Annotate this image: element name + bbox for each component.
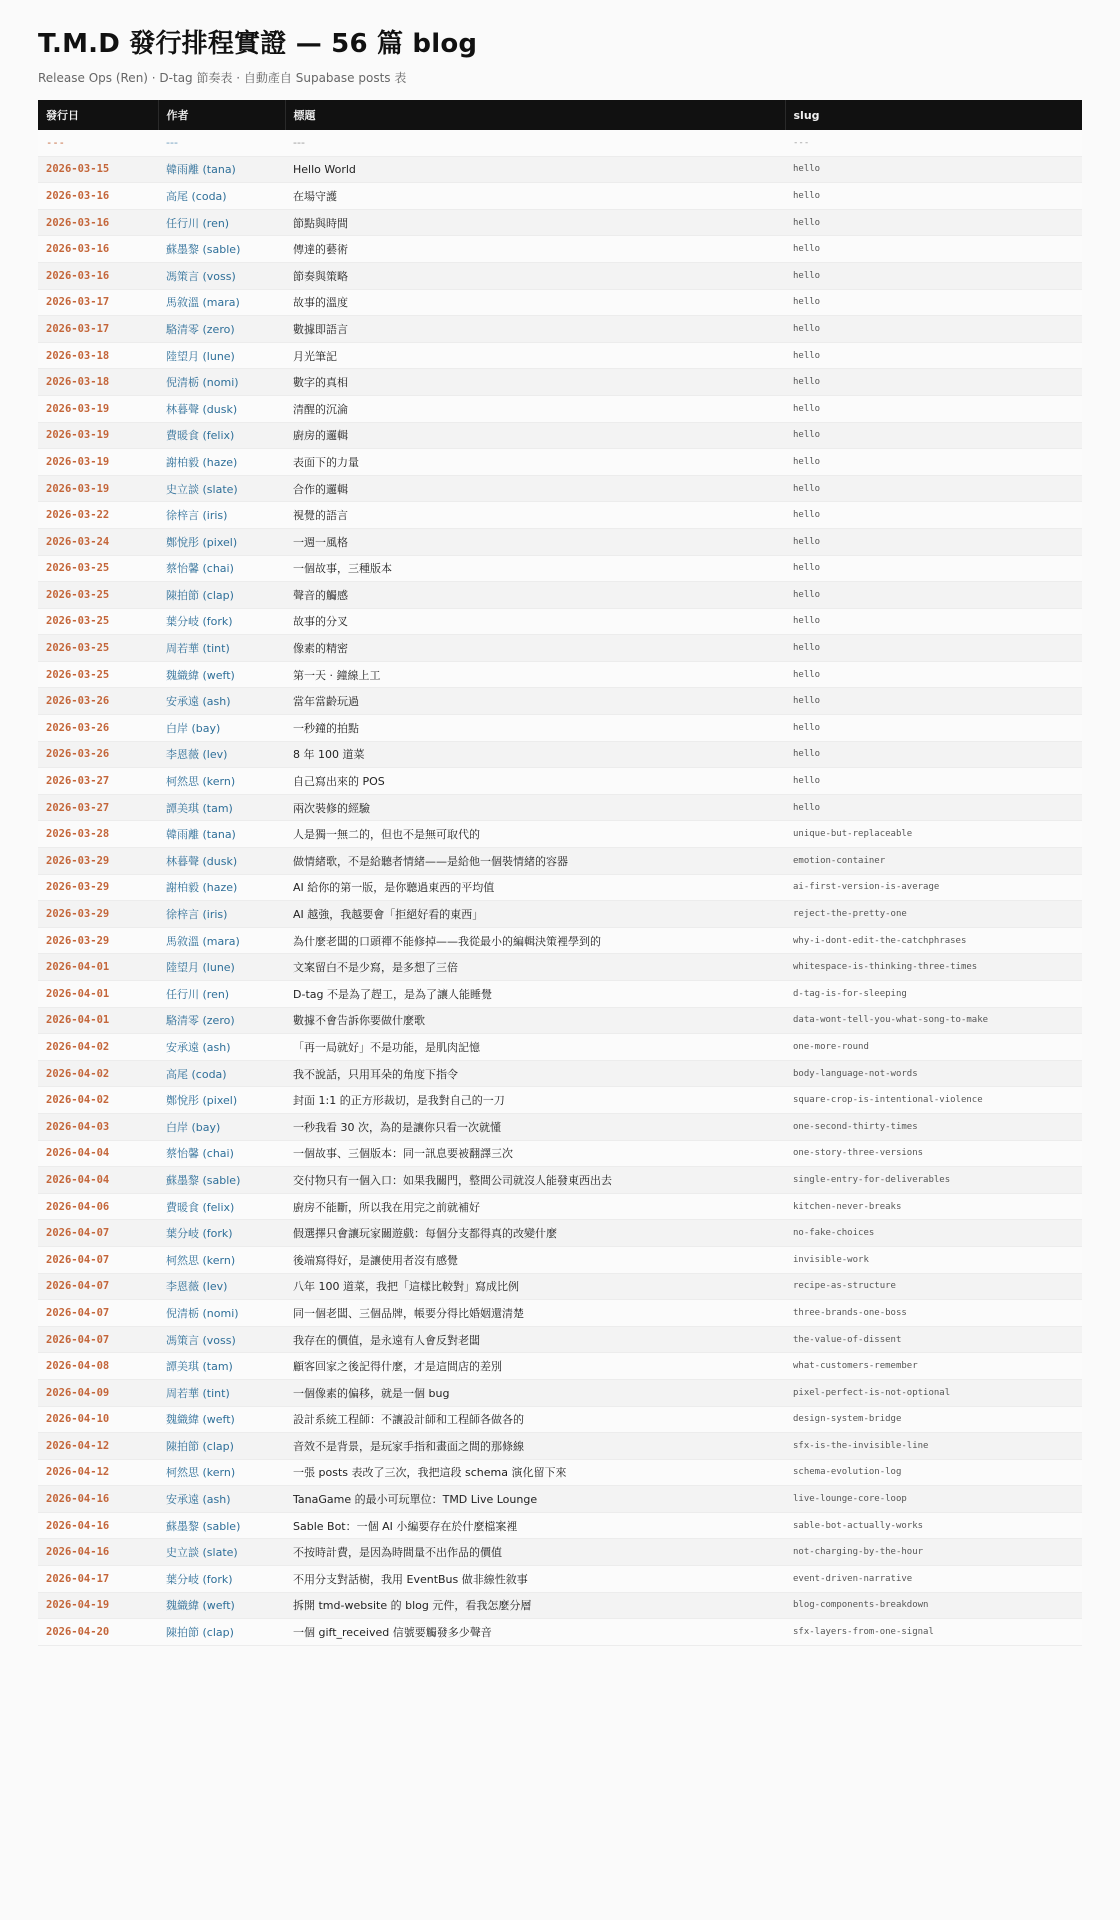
cell-slug: hello xyxy=(785,369,1082,396)
cell-slug: hello xyxy=(785,741,1082,768)
cell-slug: hello xyxy=(785,262,1082,289)
cell-slug: hello xyxy=(785,528,1082,555)
table-separator-row xyxy=(38,130,1082,156)
cell-author: 陳拍節 (clap) xyxy=(158,1619,285,1646)
cell-title: 一個故事，三種版本 xyxy=(285,555,785,582)
cell-author: 駱清零 (zero) xyxy=(158,316,285,343)
column-header-author: 作者 xyxy=(158,100,285,130)
cell-author: 韓雨離 (tana) xyxy=(158,821,285,848)
cell-release-date: 2026-03-29 xyxy=(38,848,158,875)
cell-author: 蘇墨黎 (sable) xyxy=(158,236,285,263)
cell-author: 葉分岐 (fork) xyxy=(158,608,285,635)
cell-slug: unique-but-replaceable xyxy=(785,821,1082,848)
table-row xyxy=(38,1486,1082,1513)
table-row xyxy=(38,1273,1082,1300)
table-body xyxy=(38,130,1082,1645)
cell-author: 蔡怡馨 (chai) xyxy=(158,1140,285,1167)
page-subtitle: Release Ops (Ren) · D-tag 節奏表 · 自動產自 Supabase posts 表 xyxy=(38,71,407,85)
cell-author: 白岸 (bay) xyxy=(158,1113,285,1140)
cell-author: 蘇墨黎 (sable) xyxy=(158,1167,285,1194)
cell-title: 視覺的語言 xyxy=(285,502,785,529)
cell-slug: hello xyxy=(785,395,1082,422)
cell-slug: pixel-perfect-is-not-optional xyxy=(785,1379,1082,1406)
cell-slug: hello xyxy=(785,502,1082,529)
cell-release-date: 2026-03-26 xyxy=(38,741,158,768)
cell-author: 柯然思 (kern) xyxy=(158,1246,285,1273)
table-row xyxy=(38,1300,1082,1327)
table-row xyxy=(38,183,1082,210)
separator-cell: --- xyxy=(285,130,785,156)
cell-title: 自己寫出來的 POS xyxy=(285,768,785,795)
cell-release-date: 2026-03-17 xyxy=(38,316,158,343)
cell-author: 駱清零 (zero) xyxy=(158,1007,285,1034)
cell-title: 拆開 tmd-website 的 blog 元件，看我怎麼分層 xyxy=(285,1592,785,1619)
cell-slug: hello xyxy=(785,289,1082,316)
cell-author: 周若華 (tint) xyxy=(158,635,285,662)
cell-slug: whitespace-is-thinking-three-times xyxy=(785,954,1082,981)
cell-title: 一個像素的偏移，就是一個 bug xyxy=(285,1379,785,1406)
table-row xyxy=(38,289,1082,316)
cell-author: 謝柏毅 (haze) xyxy=(158,874,285,901)
table-row xyxy=(38,1087,1082,1114)
cell-release-date: 2026-03-16 xyxy=(38,236,158,263)
cell-title: Hello World xyxy=(285,156,785,183)
cell-slug: reject-the-pretty-one xyxy=(785,901,1082,928)
separator-cell: --- xyxy=(785,130,1082,156)
cell-slug: no-fake-choices xyxy=(785,1220,1082,1247)
cell-title: AI 越強，我越要會「拒絕好看的東西」 xyxy=(285,901,785,928)
cell-release-date: 2026-03-19 xyxy=(38,422,158,449)
cell-release-date: 2026-04-01 xyxy=(38,954,158,981)
cell-author: 白岸 (bay) xyxy=(158,715,285,742)
cell-release-date: 2026-03-22 xyxy=(38,502,158,529)
cell-title: 後端寫得好，是讓使用者沒有感覺 xyxy=(285,1246,785,1273)
cell-release-date: 2026-04-16 xyxy=(38,1486,158,1513)
cell-title: 節點與時間 xyxy=(285,209,785,236)
table-row xyxy=(38,927,1082,954)
cell-slug: emotion-container xyxy=(785,848,1082,875)
cell-slug: invisible-work xyxy=(785,1246,1082,1273)
cell-release-date: 2026-03-19 xyxy=(38,449,158,476)
cell-release-date: 2026-04-02 xyxy=(38,1060,158,1087)
cell-title: 當年當齡玩過 xyxy=(285,688,785,715)
cell-author: 陸望月 (lune) xyxy=(158,342,285,369)
cell-slug: what-customers-remember xyxy=(785,1353,1082,1380)
table-row xyxy=(38,1140,1082,1167)
cell-author: 馬敘溫 (mara) xyxy=(158,289,285,316)
cell-release-date: 2026-04-07 xyxy=(38,1326,158,1353)
table-row xyxy=(38,954,1082,981)
cell-release-date: 2026-04-01 xyxy=(38,1007,158,1034)
cell-author: 陸望月 (lune) xyxy=(158,954,285,981)
table-row xyxy=(38,236,1082,263)
cell-title: 數據即語言 xyxy=(285,316,785,343)
table-row xyxy=(38,794,1082,821)
cell-slug: data-wont-tell-you-what-song-to-make xyxy=(785,1007,1082,1034)
table-row xyxy=(38,369,1082,396)
cell-slug: not-charging-by-the-hour xyxy=(785,1539,1082,1566)
table-row xyxy=(38,821,1082,848)
cell-slug: hello xyxy=(785,209,1082,236)
cell-slug: one-story-three-versions xyxy=(785,1140,1082,1167)
cell-release-date: 2026-04-12 xyxy=(38,1433,158,1460)
cell-author: 葉分岐 (fork) xyxy=(158,1566,285,1593)
column-header-title: 標題 xyxy=(285,100,785,130)
cell-slug: hello xyxy=(785,236,1082,263)
table-row xyxy=(38,422,1082,449)
cell-author: 柯然思 (kern) xyxy=(158,768,285,795)
cell-title: 交付物只有一個入口：如果我關門，整間公司就沒人能發東西出去 xyxy=(285,1167,785,1194)
table-row xyxy=(38,1379,1082,1406)
table-row xyxy=(38,1007,1082,1034)
table-row xyxy=(38,1326,1082,1353)
table-row xyxy=(38,1566,1082,1593)
cell-slug: hello xyxy=(785,582,1082,609)
cell-release-date: 2026-03-27 xyxy=(38,794,158,821)
cell-slug: hello xyxy=(785,422,1082,449)
cell-author: 任行川 (ren) xyxy=(158,981,285,1008)
table-row xyxy=(38,848,1082,875)
cell-author: 鄭悅彤 (pixel) xyxy=(158,528,285,555)
cell-author: 李恩薇 (lev) xyxy=(158,741,285,768)
cell-title: 一秒鐘的拍點 xyxy=(285,715,785,742)
cell-slug: square-crop-is-intentional-violence xyxy=(785,1087,1082,1114)
cell-release-date: 2026-03-26 xyxy=(38,688,158,715)
cell-release-date: 2026-04-12 xyxy=(38,1459,158,1486)
column-header-slug: slug xyxy=(785,100,1082,130)
cell-slug: blog-components-breakdown xyxy=(785,1592,1082,1619)
cell-title: 音效不是背景，是玩家手指和畫面之間的那條線 xyxy=(285,1433,785,1460)
cell-title: 故事的溫度 xyxy=(285,289,785,316)
cell-title: 「再一局就好」不是功能，是肌肉記憶 xyxy=(285,1034,785,1061)
page-title: T.M.D 發行排程實證 — 56 篇 blog xyxy=(38,29,478,59)
cell-slug: hello xyxy=(785,794,1082,821)
table-row xyxy=(38,395,1082,422)
cell-slug: hello xyxy=(785,661,1082,688)
cell-release-date: 2026-04-09 xyxy=(38,1379,158,1406)
cell-author: 林暮聲 (dusk) xyxy=(158,395,285,422)
table-row xyxy=(38,1246,1082,1273)
cell-title: Sable Bot：一個 AI 小編要存在於什麼檔案裡 xyxy=(285,1512,785,1539)
cell-title: 封面 1:1 的正方形裁切，是我對自己的一刀 xyxy=(285,1087,785,1114)
table-row xyxy=(38,316,1082,343)
cell-author: 李恩薇 (lev) xyxy=(158,1273,285,1300)
cell-author: 林暮聲 (dusk) xyxy=(158,848,285,875)
cell-title: 月光筆記 xyxy=(285,342,785,369)
cell-author: 魏織緯 (weft) xyxy=(158,1592,285,1619)
cell-title: 一張 posts 表改了三次，我把這段 schema 演化留下來 xyxy=(285,1459,785,1486)
table-header-row xyxy=(38,100,1082,130)
cell-title: 節奏與策略 xyxy=(285,262,785,289)
cell-author: 任行川 (ren) xyxy=(158,209,285,236)
cell-title: 人是獨一無二的，但也不是無可取代的 xyxy=(285,821,785,848)
cell-slug: hello xyxy=(785,688,1082,715)
cell-release-date: 2026-03-16 xyxy=(38,262,158,289)
table-row xyxy=(38,1406,1082,1433)
cell-release-date: 2026-04-04 xyxy=(38,1140,158,1167)
cell-slug: recipe-as-structure xyxy=(785,1273,1082,1300)
cell-release-date: 2026-04-07 xyxy=(38,1273,158,1300)
cell-release-date: 2026-04-03 xyxy=(38,1113,158,1140)
cell-title: 假選擇只會讓玩家關遊戲：每個分支都得真的改變什麼 xyxy=(285,1220,785,1247)
table-row xyxy=(38,1113,1082,1140)
cell-release-date: 2026-03-18 xyxy=(38,369,158,396)
cell-release-date: 2026-04-10 xyxy=(38,1406,158,1433)
table-row xyxy=(38,582,1082,609)
table-header xyxy=(38,100,1082,130)
cell-release-date: 2026-03-26 xyxy=(38,715,158,742)
cell-author: 馬敘溫 (mara) xyxy=(158,927,285,954)
cell-author: 徐梓言 (iris) xyxy=(158,502,285,529)
table-row xyxy=(38,715,1082,742)
table-row xyxy=(38,449,1082,476)
table-row xyxy=(38,1433,1082,1460)
cell-author: 譚美琪 (tam) xyxy=(158,1353,285,1380)
cell-release-date: 2026-03-19 xyxy=(38,475,158,502)
cell-slug: hello xyxy=(785,608,1082,635)
cell-author: 徐梓言 (iris) xyxy=(158,901,285,928)
table-row xyxy=(38,475,1082,502)
cell-author: 安承遠 (ash) xyxy=(158,1034,285,1061)
cell-slug: hello xyxy=(785,449,1082,476)
table-row xyxy=(38,608,1082,635)
cell-slug: single-entry-for-deliverables xyxy=(785,1167,1082,1194)
cell-release-date: 2026-03-17 xyxy=(38,289,158,316)
cell-release-date: 2026-04-17 xyxy=(38,1566,158,1593)
table-row xyxy=(38,768,1082,795)
cell-slug: design-system-bridge xyxy=(785,1406,1082,1433)
cell-title: 合作的邏輯 xyxy=(285,475,785,502)
cell-title: 我不說話，只用耳朵的角度下指令 xyxy=(285,1060,785,1087)
cell-slug: hello xyxy=(785,316,1082,343)
cell-title: 廚房的邏輯 xyxy=(285,422,785,449)
cell-author: 周若華 (tint) xyxy=(158,1379,285,1406)
cell-author: 高尾 (coda) xyxy=(158,1060,285,1087)
cell-title: 清醒的沉淪 xyxy=(285,395,785,422)
cell-title: 在場守護 xyxy=(285,183,785,210)
separator-cell: --- xyxy=(38,130,158,156)
cell-author: 魏織緯 (weft) xyxy=(158,1406,285,1433)
cell-release-date: 2026-04-07 xyxy=(38,1246,158,1273)
cell-author: 費暖食 (felix) xyxy=(158,1193,285,1220)
cell-release-date: 2026-04-16 xyxy=(38,1539,158,1566)
cell-author: 史立談 (slate) xyxy=(158,1539,285,1566)
cell-slug: hello xyxy=(785,555,1082,582)
cell-release-date: 2026-03-25 xyxy=(38,661,158,688)
cell-author: 史立談 (slate) xyxy=(158,475,285,502)
cell-slug: sfx-layers-from-one-signal xyxy=(785,1619,1082,1646)
cell-slug: schema-evolution-log xyxy=(785,1459,1082,1486)
cell-author: 陳拍節 (clap) xyxy=(158,582,285,609)
cell-slug: kitchen-never-breaks xyxy=(785,1193,1082,1220)
cell-slug: hello xyxy=(785,156,1082,183)
cell-release-date: 2026-03-29 xyxy=(38,927,158,954)
table-row xyxy=(38,635,1082,662)
cell-release-date: 2026-03-29 xyxy=(38,874,158,901)
column-header-date: 發行日 xyxy=(38,100,158,130)
cell-slug: d-tag-is-for-sleeping xyxy=(785,981,1082,1008)
cell-title: 設計系統工程師：不讓設計師和工程師各做各的 xyxy=(285,1406,785,1433)
cell-slug: hello xyxy=(785,768,1082,795)
cell-release-date: 2026-03-25 xyxy=(38,635,158,662)
separator-cell: --- xyxy=(158,130,285,156)
cell-author: 謝柏毅 (haze) xyxy=(158,449,285,476)
table-row xyxy=(38,874,1082,901)
table-row xyxy=(38,156,1082,183)
cell-author: 安承遠 (ash) xyxy=(158,1486,285,1513)
cell-slug: hello xyxy=(785,715,1082,742)
table-row xyxy=(38,901,1082,928)
table-row xyxy=(38,1167,1082,1194)
cell-title: TanaGame 的最小可玩單位：TMD Live Lounge xyxy=(285,1486,785,1513)
cell-slug: sable-bot-actually-works xyxy=(785,1512,1082,1539)
table-row xyxy=(38,981,1082,1008)
cell-title: D-tag 不是為了趕工，是為了讓人能睡覺 xyxy=(285,981,785,1008)
table-row xyxy=(38,1353,1082,1380)
cell-author: 韓雨離 (tana) xyxy=(158,156,285,183)
cell-title: 文案留白不是少寫，是多想了三倍 xyxy=(285,954,785,981)
cell-release-date: 2026-03-16 xyxy=(38,209,158,236)
cell-slug: hello xyxy=(785,635,1082,662)
cell-author: 倪清栃 (nomi) xyxy=(158,369,285,396)
release-schedule-table xyxy=(38,100,1082,1646)
table-row xyxy=(38,1193,1082,1220)
cell-title: 傳達的藝術 xyxy=(285,236,785,263)
cell-author: 馮策言 (voss) xyxy=(158,1326,285,1353)
table-row xyxy=(38,1220,1082,1247)
cell-slug: hello xyxy=(785,183,1082,210)
cell-author: 柯然思 (kern) xyxy=(158,1459,285,1486)
cell-release-date: 2026-03-25 xyxy=(38,582,158,609)
cell-author: 蘇墨黎 (sable) xyxy=(158,1512,285,1539)
cell-title: 廚房不能斷，所以我在用完之前就補好 xyxy=(285,1193,785,1220)
cell-release-date: 2026-04-08 xyxy=(38,1353,158,1380)
cell-title: 我存在的價值，是永遠有人會反對老闆 xyxy=(285,1326,785,1353)
cell-author: 鄭悅彤 (pixel) xyxy=(158,1087,285,1114)
cell-release-date: 2026-04-16 xyxy=(38,1512,158,1539)
table-row xyxy=(38,342,1082,369)
cell-title: 一個故事、三個版本：同一訊息要被翻譯三次 xyxy=(285,1140,785,1167)
cell-slug: hello xyxy=(785,475,1082,502)
table-row xyxy=(38,1592,1082,1619)
cell-title: 八年 100 道菜，我把「這樣比較對」寫成比例 xyxy=(285,1273,785,1300)
cell-title: 顧客回家之後記得什麼，才是這間店的差別 xyxy=(285,1353,785,1380)
table-row xyxy=(38,262,1082,289)
table-row xyxy=(38,555,1082,582)
cell-author: 葉分岐 (fork) xyxy=(158,1220,285,1247)
cell-author: 高尾 (coda) xyxy=(158,183,285,210)
cell-slug: event-driven-narrative xyxy=(785,1566,1082,1593)
cell-release-date: 2026-03-25 xyxy=(38,555,158,582)
cell-title: 兩次裝修的經驗 xyxy=(285,794,785,821)
cell-title: 一週一風格 xyxy=(285,528,785,555)
cell-title: 數據不會告訴你要做什麼歌 xyxy=(285,1007,785,1034)
cell-title: 表面下的力量 xyxy=(285,449,785,476)
cell-author: 蔡怡馨 (chai) xyxy=(158,555,285,582)
table-row xyxy=(38,1539,1082,1566)
cell-author: 費暖食 (felix) xyxy=(158,422,285,449)
table-row xyxy=(38,1060,1082,1087)
cell-slug: three-brands-one-boss xyxy=(785,1300,1082,1327)
cell-title: 一秒我看 30 次，為的是讓你只看一次就懂 xyxy=(285,1113,785,1140)
cell-slug: sfx-is-the-invisible-line xyxy=(785,1433,1082,1460)
cell-title: 數字的真相 xyxy=(285,369,785,396)
cell-release-date: 2026-03-25 xyxy=(38,608,158,635)
cell-release-date: 2026-04-19 xyxy=(38,1592,158,1619)
table-row xyxy=(38,1619,1082,1646)
cell-author: 陳拍節 (clap) xyxy=(158,1433,285,1460)
cell-author: 倪清栃 (nomi) xyxy=(158,1300,285,1327)
cell-release-date: 2026-04-20 xyxy=(38,1619,158,1646)
cell-release-date: 2026-03-16 xyxy=(38,183,158,210)
table-row xyxy=(38,1459,1082,1486)
cell-slug: body-language-not-words xyxy=(785,1060,1082,1087)
cell-title: 8 年 100 道菜 xyxy=(285,741,785,768)
cell-release-date: 2026-03-19 xyxy=(38,395,158,422)
cell-slug: ai-first-version-is-average xyxy=(785,874,1082,901)
cell-title: AI 給你的第一版，是你聽過東西的平均值 xyxy=(285,874,785,901)
cell-title: 一個 gift_received 信號要觸發多少聲音 xyxy=(285,1619,785,1646)
cell-release-date: 2026-03-28 xyxy=(38,821,158,848)
table-row xyxy=(38,1034,1082,1061)
cell-slug: why-i-dont-edit-the-catchphrases xyxy=(785,927,1082,954)
table-row xyxy=(38,688,1082,715)
cell-release-date: 2026-03-24 xyxy=(38,528,158,555)
table-row xyxy=(38,528,1082,555)
cell-title: 故事的分叉 xyxy=(285,608,785,635)
cell-slug: the-value-of-dissent xyxy=(785,1326,1082,1353)
cell-release-date: 2026-03-15 xyxy=(38,156,158,183)
cell-title: 為什麼老闆的口頭禪不能修掉——我從最小的編輯決策裡學到的 xyxy=(285,927,785,954)
table-row xyxy=(38,209,1082,236)
table-row xyxy=(38,661,1082,688)
cell-author: 魏織緯 (weft) xyxy=(158,661,285,688)
cell-release-date: 2026-04-06 xyxy=(38,1193,158,1220)
cell-title: 做情緒歌，不是給聽者情緒——是給他一個裝情緒的容器 xyxy=(285,848,785,875)
cell-author: 譚美琪 (tam) xyxy=(158,794,285,821)
cell-release-date: 2026-03-18 xyxy=(38,342,158,369)
table-row xyxy=(38,1512,1082,1539)
cell-release-date: 2026-03-29 xyxy=(38,901,158,928)
cell-slug: one-second-thirty-times xyxy=(785,1113,1082,1140)
cell-release-date: 2026-04-07 xyxy=(38,1300,158,1327)
cell-title: 不用分支對話樹，我用 EventBus 做非線性敘事 xyxy=(285,1566,785,1593)
cell-release-date: 2026-04-02 xyxy=(38,1034,158,1061)
table-row xyxy=(38,741,1082,768)
cell-slug: hello xyxy=(785,342,1082,369)
cell-title: 第一天 · 鐘線上工 xyxy=(285,661,785,688)
cell-author: 馮策言 (voss) xyxy=(158,262,285,289)
cell-release-date: 2026-04-01 xyxy=(38,981,158,1008)
cell-release-date: 2026-04-02 xyxy=(38,1087,158,1114)
cell-title: 像素的精密 xyxy=(285,635,785,662)
cell-author: 安承遠 (ash) xyxy=(158,688,285,715)
cell-release-date: 2026-03-27 xyxy=(38,768,158,795)
cell-title: 同一個老闆、三個品牌，帳要分得比婚姻還清楚 xyxy=(285,1300,785,1327)
cell-slug: live-lounge-core-loop xyxy=(785,1486,1082,1513)
cell-title: 聲音的觸感 xyxy=(285,582,785,609)
cell-slug: one-more-round xyxy=(785,1034,1082,1061)
cell-release-date: 2026-04-04 xyxy=(38,1167,158,1194)
cell-release-date: 2026-04-07 xyxy=(38,1220,158,1247)
table-row xyxy=(38,502,1082,529)
cell-title: 不按時計費，是因為時間量不出作品的價值 xyxy=(285,1539,785,1566)
